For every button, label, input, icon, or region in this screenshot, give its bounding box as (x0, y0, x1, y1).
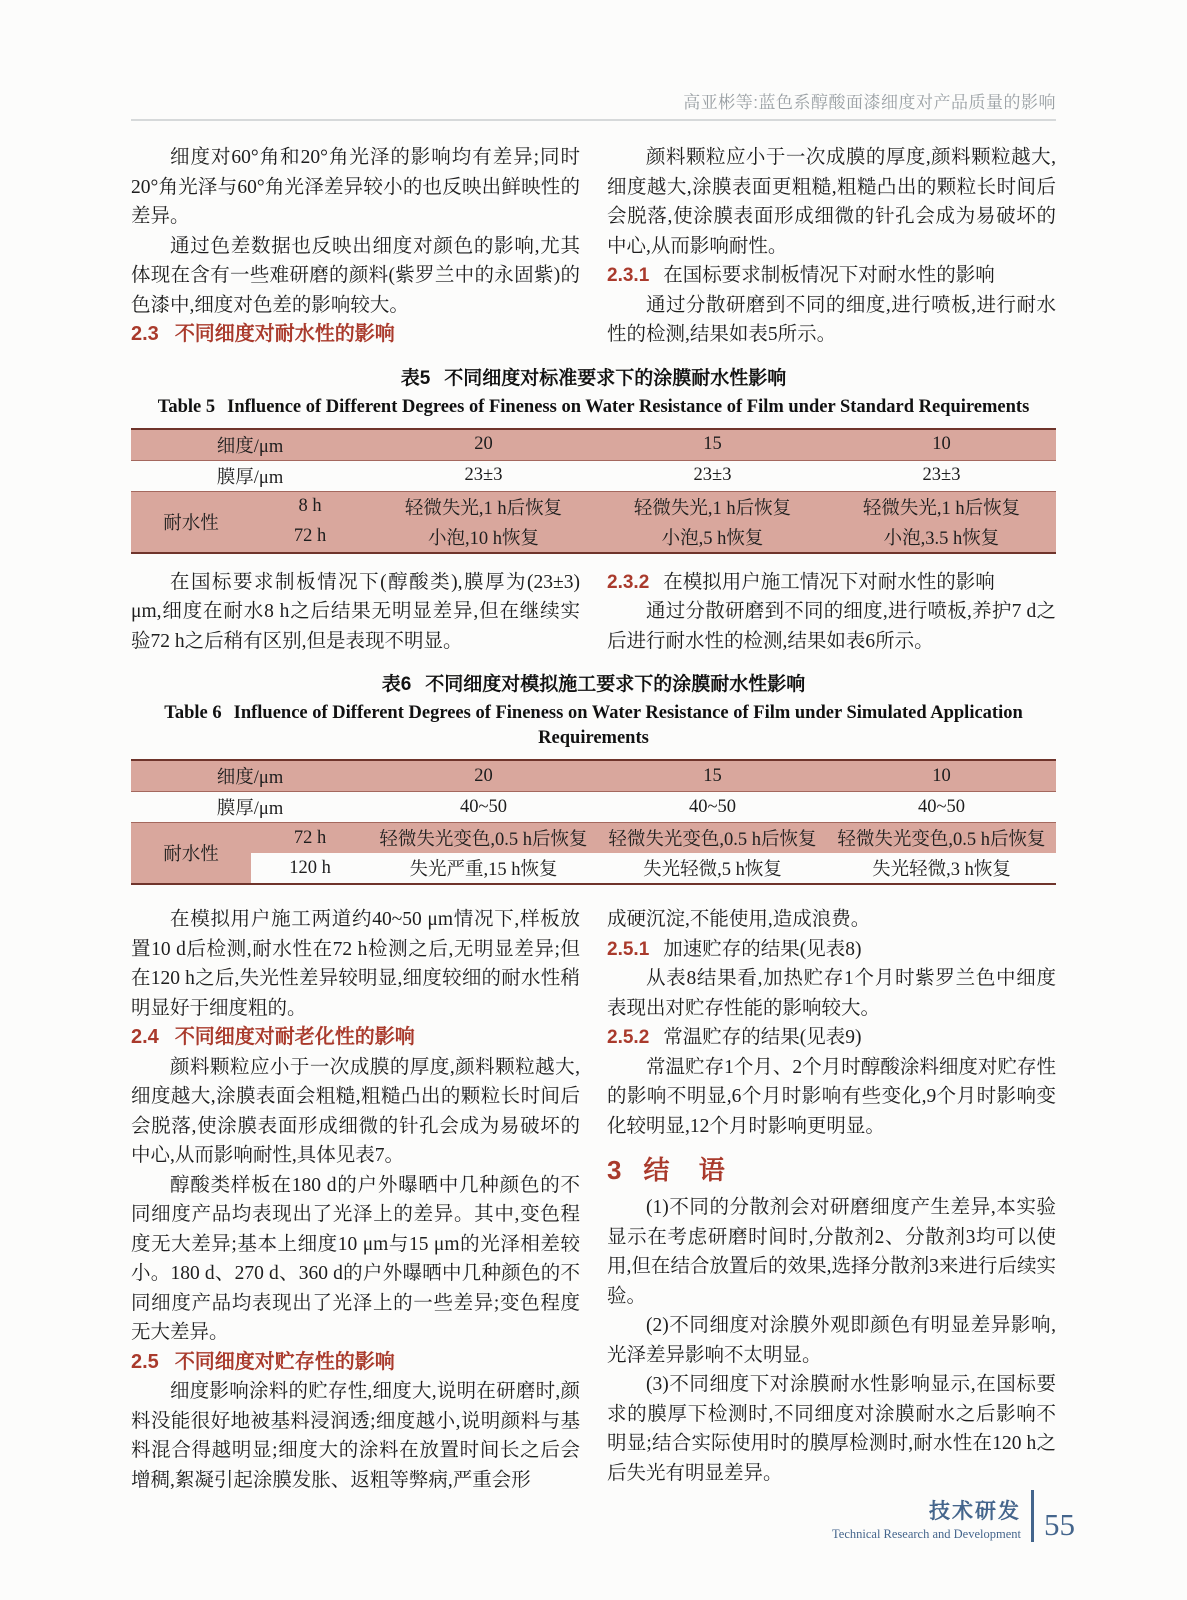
table-cell: 40~50 (598, 792, 827, 823)
table-cell: 8 h (298, 496, 322, 516)
table-cell: 小泡,10 h恢复 (427, 528, 539, 549)
section-number: 3 (607, 1155, 622, 1185)
running-head: 高亚彬等:蓝色系醇酸面漆细度对产品质量的影响 (683, 93, 1056, 112)
table-cell: 小泡,5 h恢复 (661, 528, 764, 549)
header-rule (131, 119, 1056, 121)
table-cell: 失光轻微,5 h恢复 (643, 860, 782, 880)
footer-section (832, 1495, 1021, 1542)
table6-title-en (131, 701, 1056, 751)
paragraph: 常温贮存1个月、2个月时醇酸涂料细度对贮存性的影响不明显,6个月时影响有些变化,9个月时影响变化较明显,12个月时影响更明显。 (607, 1056, 1056, 1137)
paragraph: 细度对60°角和20°角光泽的影响均有差异;同时20°角光泽与60°角光泽差异较小的也反映出鲜映性的差异。 (131, 147, 580, 227)
table6-title-cn-text: 不同细度对模拟施工要求下的涂膜耐水性影响 (425, 674, 806, 695)
table6-title-en-text: Influence of Different Degrees of Fineness on Water Resistance of Film under Simulated Application Requirements (233, 703, 1023, 748)
subsection-number: 2.3.1 (607, 265, 650, 286)
paragraph: (2)不同细度对涂膜外观即颜色有明显差异影响,光泽差异影响不太明显。 (607, 1315, 1056, 1366)
paragraph: 在国标要求制板情况下(醇酸类),膜厚为(23±3) μm,细度在耐水8 h之后结果无明显差异,但在继续实验72 h之后稍有区别,但是表现不明显。 (131, 571, 580, 652)
table-cell: 失光轻微,3 h恢复 (872, 860, 1011, 880)
table5-title-en-text: Influence of Different Degrees of Fineness on Water Resistance of Film under Standard Requirements (227, 396, 1030, 417)
paragraph: (3)不同细度下对涂膜耐水性影响显示,在国标要求的膜厚下检测时,不同细度对涂膜耐水之后影响不明显;结合实际使用时的膜厚检测时,耐水性在120 h之后失光有明显差异。 (607, 1374, 1056, 1484)
table-cell: 10 (827, 760, 1056, 792)
footer-divider (1031, 1490, 1034, 1542)
table-cell: 20 (369, 760, 598, 792)
table-cell: 失光严重,15 h恢复 (409, 860, 558, 880)
column-right (607, 905, 1056, 1495)
paragraph: 通过分散研磨到不同的细度,进行喷板,进行耐水性的检测,结果如表5所示。 (607, 294, 1056, 345)
table5-label-cn: 表5 (400, 367, 431, 389)
paragraph: (1)不同的分散剂会对研磨细度产生差异,本实验显示在考虑研磨时间时,分散剂2、分散剂3均可以使用,但在结合放置后的效果,选择分散剂3来进行后续实验。 (607, 1197, 1056, 1307)
table-row (131, 429, 1056, 461)
column-left (131, 905, 580, 1495)
table-cell: 15 (598, 760, 827, 792)
section-heading-2-3 (131, 320, 580, 350)
subsection-heading-2-3-2 (607, 568, 1056, 598)
table-cell: 轻微失光变色,0.5 h后恢复 (369, 823, 598, 854)
table-cell: 40~50 (369, 792, 598, 823)
subsection-number: 2.5.1 (607, 938, 650, 960)
table-row (131, 823, 1056, 854)
table-cell: 轻微失光,1 h后恢复 (862, 498, 1021, 519)
subsection-heading-2-5-1 (607, 935, 1056, 965)
table5-block (131, 366, 1056, 554)
table-cell: 耐水性 (163, 513, 219, 534)
paragraph: 在模拟用户施工两道约40~50 μm情况下,样板放置10 d后检测,耐水性在72 h检测之后,无明显差异;但在120 h之后,失光性差异较明显,细度较细的耐水性稍明显好于细度粗的。 (131, 909, 580, 1019)
table-cell: 23±3 (598, 460, 827, 491)
table-cell: 细度/μm (131, 760, 369, 792)
table-cell: 20 (369, 429, 598, 461)
table5-label-en: Table 5 (157, 396, 216, 417)
table-cell: 72 h (293, 526, 327, 546)
subsection-title: 在模拟用户施工情况下对耐水性的影响 (663, 571, 995, 593)
section-title: 不同细度对耐水性的影响 (174, 323, 395, 345)
table-cell: 膜厚/μm (131, 460, 369, 491)
paragraph: 通过色差数据也反映出细度对颜色的影响,尤其体现在含有一些难研磨的颜料(紫罗兰中的永固紫)的色漆中,细度对色差的影响较大。 (131, 235, 580, 316)
table-cell: 120 h (289, 857, 331, 878)
table-row (131, 460, 1056, 491)
table-cell: 耐水性 (131, 823, 251, 885)
two-column-region-a (131, 143, 1056, 350)
subsection-title: 常温贮存的结果(见表9) (663, 1027, 862, 1048)
table-row (131, 522, 1056, 553)
paragraph: 醇酸类样板在180 d的户外曝晒中几种颜色的不同细度产品均表现出了光泽上的差异。其中,变色程度无大差异;基本上细度10 μm与15 μm的光泽相差较小。180 d、270 d、360 d的户外曝晒中几种颜色的不同细度产品均表现出了光泽上的一些差异;变色程度无大差异。 (131, 1174, 580, 1343)
column-right (607, 568, 1056, 657)
table-cell: 膜厚/μm (131, 792, 369, 823)
water-resistance-table-6 (131, 759, 1056, 885)
footer-section-cn: 技术研发 (929, 1500, 1021, 1523)
section-number: 2.5 (131, 1350, 159, 1373)
table6-label-en: Table 6 (164, 703, 222, 723)
section-number: 2.3 (131, 323, 159, 345)
table-cell: 轻微失光,1 h后恢复 (404, 498, 563, 519)
table-cell: 10 (827, 429, 1056, 461)
section-heading-2-4 (131, 1023, 580, 1053)
column-left (131, 143, 580, 350)
table5-title-cn-text: 不同细度对标准要求下的涂膜耐水性影响 (444, 367, 787, 389)
table-cell: 轻微失光,1 h后恢复 (633, 498, 792, 519)
table5-title-cn (131, 366, 1056, 391)
table-cell: 15 (598, 429, 827, 461)
page-footer (832, 1490, 1075, 1542)
table-cell: 细度/μm (131, 429, 369, 461)
subsection-number: 2.3.2 (607, 571, 650, 593)
table-cell: 72 h (251, 823, 369, 854)
water-resistance-table-5 (131, 428, 1056, 554)
table-cell: 小泡,3.5 h恢复 (883, 528, 1000, 549)
paragraph: 成硬沉淀,不能使用,造成浪费。 (607, 909, 871, 930)
paragraph: 通过分散研磨到不同的细度,进行喷板,养护7 d之后进行耐水性的检测,结果如表6所示。 (607, 601, 1056, 652)
table-row (131, 491, 1056, 522)
section-title: 不同细度对贮存性的影响 (174, 1350, 395, 1373)
column-right (607, 143, 1056, 350)
subsection-title: 加速贮存的结果(见表8) (663, 938, 862, 960)
two-column-region-b (131, 568, 1056, 657)
two-column-region-c (131, 905, 1056, 1495)
paragraph: 颜料颗粒应小于一次成膜的厚度,颜料颗粒越大,细度越大,涂膜表面更粗糙,粗糙凸出的颗粒长时间后会脱落,使涂膜表面形成细微的针孔会成为易破坏的中心,从而影响耐性。 (607, 147, 1056, 257)
table-cell: 轻微失光变色,0.5 h后恢复 (598, 823, 827, 854)
section-heading-3-conclusion (607, 1155, 1056, 1185)
subsection-heading-2-5-2 (607, 1023, 1056, 1053)
table5-title-en (131, 395, 1056, 420)
section-number: 2.4 (131, 1026, 159, 1048)
footer-section-en: Technical Research and Development (832, 1527, 1021, 1541)
table-cell: 轻微失光变色,0.5 h后恢复 (827, 823, 1056, 854)
table6-block (131, 672, 1056, 885)
subsection-heading-2-3-1 (607, 261, 1056, 291)
paragraph: 从表8结果看,加热贮存1个月时紫罗兰色中细度表现出对贮存性能的影响较大。 (607, 968, 1056, 1019)
table-row (131, 853, 1056, 884)
section-heading-2-5 (131, 1348, 580, 1378)
subsection-title: 在国标要求制板情况下对耐水性的影响 (663, 265, 995, 286)
column-left (131, 568, 580, 657)
table-row (131, 792, 1056, 823)
table-cell: 40~50 (827, 792, 1056, 823)
section-title: 不同细度对耐老化性的影响 (174, 1026, 415, 1048)
paragraph: 颜料颗粒应小于一次成膜的厚度,颜料颗粒越大,细度越大,涂膜表面会粗糙,粗糙凸出的颗粒长时间后会脱落,使涂膜表面形成细微的针孔会成为易破坏的中心,从而影响耐性,具体见表7。 (131, 1056, 580, 1166)
table-cell: 23±3 (369, 460, 598, 491)
table6-label-cn: 表6 (381, 674, 412, 695)
subsection-number: 2.5.2 (607, 1027, 650, 1048)
paragraph: 细度影响涂料的贮存性,细度大,说明在研磨时,颜料没能很好地被基料浸润透;细度越小,说明颜料与基料混合得越明显;细度大的涂料在放置时间长之后会增稠,絮凝引起涂膜发胀、返粗等弊病,严重会形 (131, 1381, 580, 1491)
table6-title-cn (131, 672, 1056, 697)
page-number: 55 (1044, 1507, 1075, 1542)
table-cell: 23±3 (827, 460, 1056, 491)
section-title: 结 语 (643, 1155, 725, 1185)
table-row (131, 760, 1056, 792)
